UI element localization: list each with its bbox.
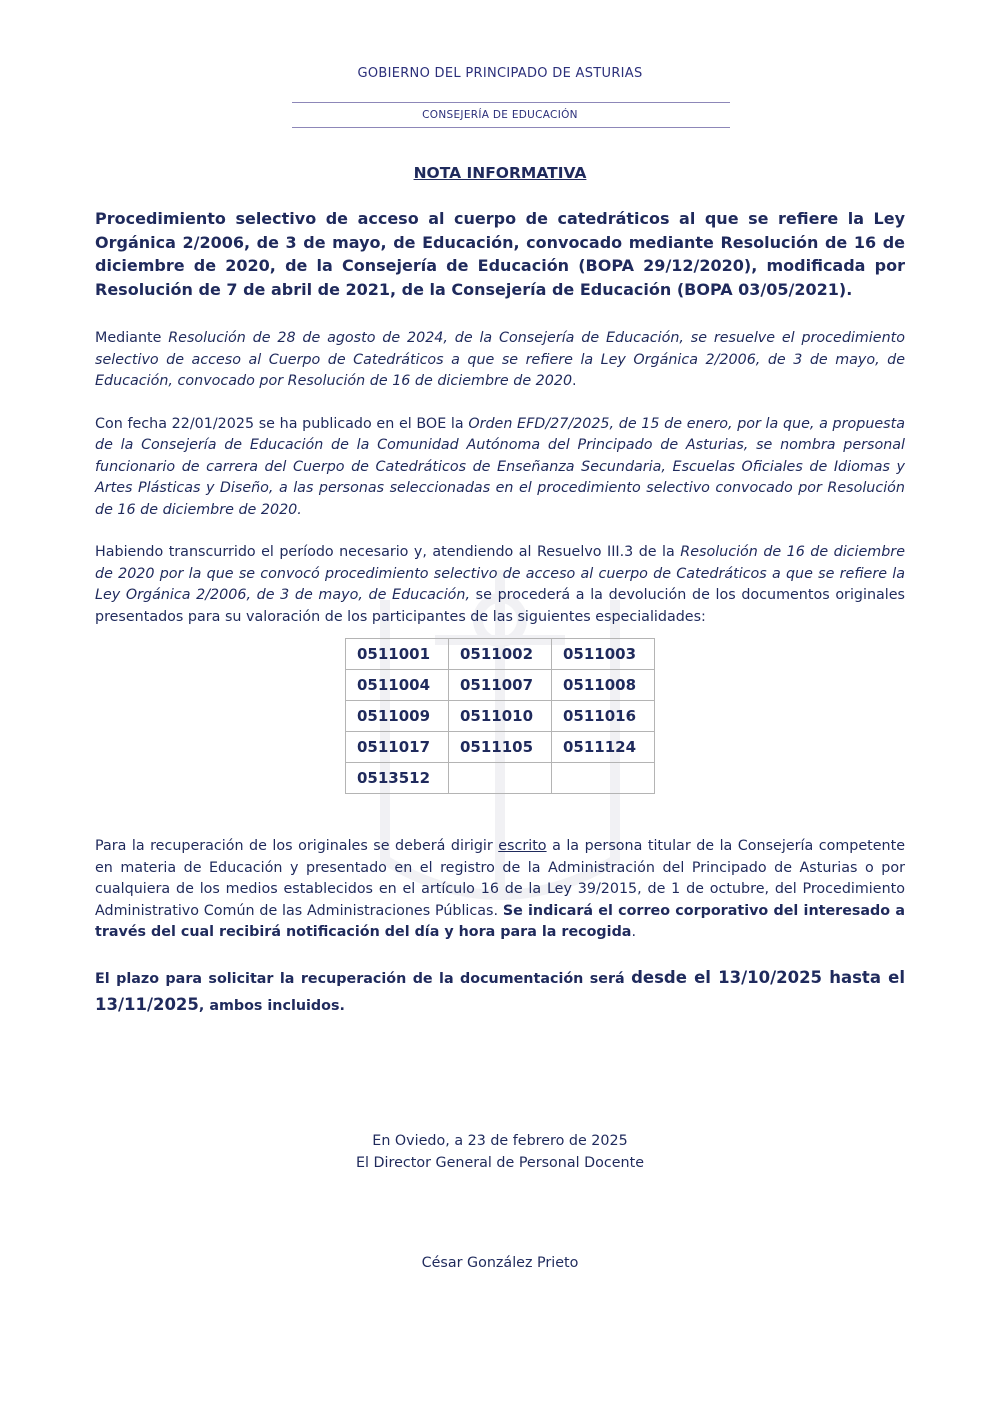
paragraph-text: . bbox=[572, 373, 577, 389]
header-rule-bottom bbox=[292, 127, 730, 128]
table-cell: 0511017 bbox=[346, 732, 449, 763]
document-heading: Procedimiento selectivo de acceso al cuerpo de catedráticos al que se refiere la Ley Orgánica 2/2006, de 3 de mayo, de Educación, convocado mediante Resolución de 16 de diciembre de 2020, de la Consejería de Educación (BOPA 29/12/2020), modificada por Resolución de 7 de abril de 2021, de la Consejería de Educación (BOPA 03/05/2021). bbox=[95, 209, 905, 299]
table-row bbox=[346, 701, 655, 732]
table-row bbox=[346, 670, 655, 701]
signature-place-date: En Oviedo, a 23 de febrero de 2025 bbox=[372, 1133, 628, 1149]
paragraph-recovery bbox=[95, 836, 905, 944]
table-cell: 0511007 bbox=[449, 670, 552, 701]
header-rule-top bbox=[292, 102, 730, 103]
paragraph-text: Para la recuperación de los originales se deberá dirigir bbox=[95, 838, 499, 854]
paragraph-text: Habiendo transcurrido el período necesario y, atendiendo al Resuelvo III.3 de la bbox=[95, 544, 681, 560]
table-row bbox=[346, 763, 655, 794]
specialties-table bbox=[345, 638, 655, 794]
department-name: CONSEJERÍA DE EDUCACIÓN bbox=[422, 109, 578, 121]
table-cell bbox=[449, 763, 552, 794]
paragraph-italic-text: Orden EFD/27/2025, de 15 de enero, por la que, a propuesta de la Consejería de Educación de la Comunidad Autónoma del Principado de Asturias, se nombra personal funcionario de carrera del Cuerpo de Catedráticos de Enseñanza Secundaria, Escuelas Oficiales de Idiomas y Artes Plásticas y Diseño, a las personas seleccionadas en el procedimiento selectivo convocado por Resolución de 16 de diciembre de 2020. bbox=[95, 415, 905, 518]
table-cell: 0511016 bbox=[552, 701, 655, 732]
signature-block bbox=[0, 1130, 1000, 1174]
table-row bbox=[346, 639, 655, 670]
deadline-text: El plazo para solicitar la recuperación de la documentación será bbox=[95, 970, 632, 987]
table-cell: 0511003 bbox=[552, 639, 655, 670]
signature-position: El Director General de Personal Docente bbox=[355, 1155, 645, 1171]
underlined-text: escrito bbox=[498, 838, 547, 854]
signature-name: César González Prieto bbox=[421, 1255, 579, 1271]
table-row bbox=[346, 732, 655, 763]
paragraph-resolution bbox=[95, 328, 905, 393]
paragraph-italic-text: Resolución de 16 de diciembre de 2020 por la que se convocó procedimiento selectivo de acceso al cuerpo de Catedráticos a que se refiere la Ley Orgánica 2/2006, de 3 de mayo, de Educación, bbox=[95, 544, 905, 603]
deadline-range: desde el 13/10/2025 hasta el 13/11/2025 bbox=[95, 967, 905, 1014]
paragraph-text: . bbox=[631, 924, 636, 940]
paragraph-italic-text: Resolución de 28 de agosto de 2024, de la Consejería de Educación, se resuelve el procedimiento selectivo de acceso al Cuerpo de Catedráticos a que se refiere la Ley Orgánica 2/2006, de 3 de mayo, de Educación, convocado por Resolución de 16 de diciembre de 2020 bbox=[95, 330, 905, 389]
paragraph-text: a la persona titular de la Consejería competente en materia de Educación y presentado en el registro de la Administración del Principado de Asturias o por cualquiera de los medios establecidos en el artículo 16 de la Ley 39/2015, de 1 de octubre, del Procedimiento Administrativo Común de las Administraciones Públicas. bbox=[95, 838, 905, 919]
table-cell: 0511009 bbox=[346, 701, 449, 732]
paragraph-boe-order bbox=[95, 414, 905, 522]
paragraph-text: Mediante bbox=[95, 330, 169, 346]
table-cell: 0511105 bbox=[449, 732, 552, 763]
header bbox=[0, 66, 1000, 81]
document-body bbox=[95, 164, 905, 1019]
table-cell: 0511004 bbox=[346, 670, 449, 701]
table-cell: 0511008 bbox=[552, 670, 655, 701]
table-cell: 0511001 bbox=[346, 639, 449, 670]
table-cell: 0511010 bbox=[449, 701, 552, 732]
paragraph-devolution bbox=[95, 542, 905, 628]
table-cell: 0513512 bbox=[346, 763, 449, 794]
table-cell: 0511002 bbox=[449, 639, 552, 670]
paragraph-text: se procederá a la devolución de los documentos originales presentados para su valoración de los participantes de las siguientes especialidades: bbox=[95, 587, 905, 625]
table-cell: 0511124 bbox=[552, 732, 655, 763]
government-name: GOBIERNO DEL PRINCIPADO DE ASTURIAS bbox=[357, 66, 643, 81]
document-title: NOTA INFORMATIVA bbox=[413, 164, 587, 182]
deadline-text: , ambos incluidos. bbox=[198, 997, 345, 1014]
deadline-notice bbox=[95, 965, 905, 1019]
table-cell bbox=[552, 763, 655, 794]
paragraph-bold-text: Se indicará el correo corporativo del interesado a través del cual recibirá notificación del día y hora para la recogida bbox=[95, 902, 905, 940]
paragraph-text: Con fecha 22/01/2025 se ha publicado en el BOE la bbox=[95, 415, 469, 432]
